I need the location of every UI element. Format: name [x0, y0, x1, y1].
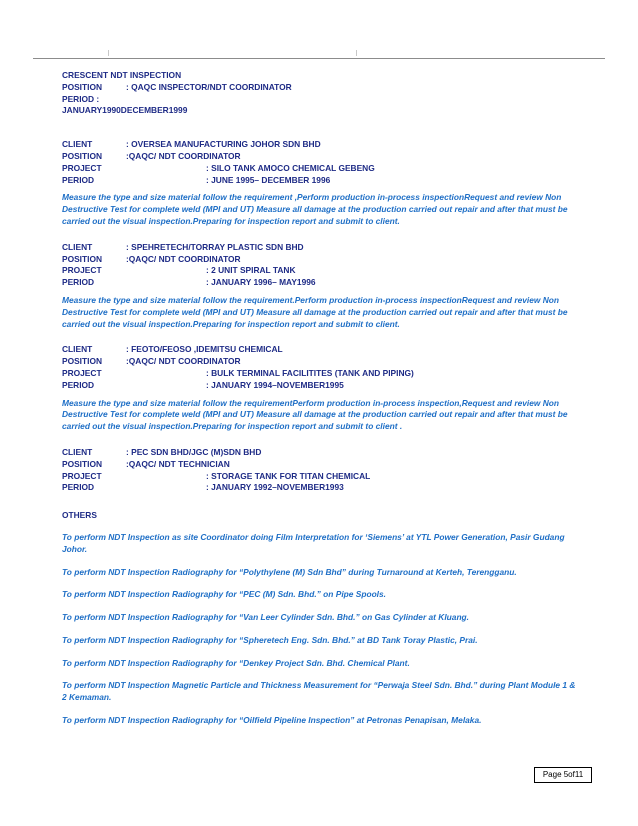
- job-client-value: : OVERSEA MANUFACTURING JOHOR SDN BHD: [126, 139, 321, 150]
- job-position-label: POSITION: [62, 150, 103, 161]
- job-client-row: [62, 344, 582, 356]
- job-client-row: [62, 139, 582, 151]
- job-project-row: [62, 471, 582, 483]
- job-project-value: : STORAGE TANK FOR TITAN CHEMICAL: [206, 470, 371, 481]
- header-position-label: POSITION: [62, 81, 103, 92]
- job-position-value: :QAQC/ NDT COORDINATOR: [126, 253, 241, 264]
- job-position-value: :QAQC/ NDT COORDINATOR: [126, 150, 241, 161]
- job-project-row: [62, 163, 582, 175]
- job-entry: [62, 139, 582, 228]
- job-period-row: [62, 277, 582, 289]
- header-period-label: PERIOD :: [62, 93, 100, 104]
- job-position-row: [62, 459, 582, 471]
- job-client-label: CLIENT: [62, 344, 93, 355]
- header-tick: [108, 50, 109, 56]
- header-rule: [33, 58, 605, 59]
- header-tick: [356, 50, 357, 56]
- job-description: Measure the type and size material follow the requirementPerform production in-process inspection,Request and review Non Destructive Test for complete weld (MPI and UT) Measure all damage at the production carried out repair and after that must be carried out the visual inspection.Preparing for inspection report and submit to client .: [62, 397, 568, 432]
- job-client-label: CLIENT: [62, 139, 93, 150]
- others-title: OTHERS: [62, 510, 97, 521]
- job-position-label: POSITION: [62, 253, 103, 264]
- job-project-label: PROJECT: [62, 162, 102, 173]
- job-entry: [62, 344, 582, 433]
- job-client-label: CLIENT: [62, 446, 93, 457]
- job-period-label: PERIOD: [62, 174, 95, 185]
- others-item: To perform NDT Inspection Radiography for “Spheretech Eng. Sdn. Bhd.” at BD Tank Toray Plastic, Prai.: [62, 634, 478, 645]
- others-item: To perform NDT Inspection Radiography for “Van Leer Cylinder Sdn. Bhd.” on Gas Cylinder at Kluang.: [62, 612, 470, 623]
- job-period-label: PERIOD: [62, 277, 95, 288]
- others-item: To perform NDT Inspection Radiography for “PEC (M) Sdn. Bhd.” on Pipe Spools.: [62, 589, 386, 600]
- job-period-row: [62, 380, 582, 392]
- job-description: Measure the type and size material follow the requirement ,Perform production in-process inspectionRequest and review Non Destructive Test for complete weld (MPI and UT) Measure all damage at the production carried out repair and after that must be carried out the visual inspection.Preparing for inspection report and submit to client.: [62, 192, 568, 226]
- job-entry: [62, 447, 582, 504]
- job-project-value: : BULK TERMINAL FACILITITES (TANK AND PIPING): [206, 367, 414, 378]
- job-period-row: [62, 482, 582, 494]
- job-project-value: : SILO TANK AMOCO CHEMICAL GEBENG: [206, 162, 375, 173]
- job-period-value: : JUNE 1995– DECEMBER 1996: [206, 174, 331, 185]
- others-item: To perform NDT Inspection Radiography for “Oilfield Pipeline Inspection” at Petronas Penapisan, Melaka.: [62, 715, 482, 726]
- job-position-row: [62, 356, 582, 368]
- job-client-row: [62, 242, 582, 254]
- job-project-row: [62, 368, 582, 380]
- company-name: CRESCENT NDT INSPECTION: [62, 70, 182, 80]
- header-position-value: : QAQC INSPECTOR/NDT COORDINATOR: [126, 81, 292, 92]
- others-item: To perform NDT Inspection Magnetic Particle and Thickness Measurement for “Perwaja Steel Sdn. Bhd.” during Plant Module 1 & 2 Kemaman.: [62, 680, 576, 703]
- job-entry: [62, 242, 582, 331]
- job-position-value: :QAQC/ NDT TECHNICIAN: [126, 458, 230, 469]
- job-client-value: : FEOTO/FEOSO ,IDEMITSU CHEMICAL: [126, 344, 283, 355]
- resume-content: [62, 70, 582, 738]
- job-client-value: : SPEHRETECH/TORRAY PLASTIC SDN BHD: [126, 241, 304, 252]
- job-description: Measure the type and size material follow the requirement.Perform production in-process inspectionRequest and review Non Destructive Test for complete weld (MPI and UT) Measure all damage at the production carried out repair and after that must be carried out the visual inspection.Preparing for inspection report and submit to client.: [62, 294, 568, 329]
- job-period-value: : JANUARY 1992–NOVEMBER1993: [206, 482, 344, 493]
- others-item: To perform NDT Inspection Radiography for “Denkey Project Sdn. Bhd. Chemical Plant.: [62, 657, 410, 668]
- job-position-row: [62, 254, 582, 266]
- job-project-label: PROJECT: [62, 470, 102, 481]
- job-position-row: [62, 151, 582, 163]
- job-client-label: CLIENT: [62, 241, 93, 252]
- job-position-label: POSITION: [62, 356, 103, 367]
- header-period-value: JANUARY1990DECEMBER1999: [62, 105, 188, 116]
- others-list: [62, 532, 582, 727]
- job-position-value: :QAQC/ NDT COORDINATOR: [126, 356, 241, 367]
- job-list: [62, 139, 582, 504]
- job-period-value: : JANUARY 1996– MAY1996: [206, 277, 316, 288]
- job-project-label: PROJECT: [62, 265, 102, 276]
- job-project-value: : 2 UNIT SPIRAL TANK: [206, 265, 296, 276]
- header-position-row: [62, 82, 582, 94]
- job-period-row: [62, 175, 582, 187]
- job-period-label: PERIOD: [62, 379, 95, 390]
- others-item: To perform NDT Inspection as site Coordinator doing Film Interpretation for ‘Siemens’ at YTL Power Generation, Pasir Gudang Johor.: [62, 531, 565, 554]
- job-position-label: POSITION: [62, 458, 103, 469]
- page-number: Page 5of11: [534, 767, 592, 783]
- job-project-label: PROJECT: [62, 367, 102, 378]
- job-period-value: : JANUARY 1994–NOVEMBER1995: [206, 379, 344, 390]
- job-period-label: PERIOD: [62, 482, 95, 493]
- job-project-row: [62, 265, 582, 277]
- job-client-value: : PEC SDN BHD/JGC (M)SDN BHD: [126, 446, 262, 457]
- job-client-row: [62, 447, 582, 459]
- others-item: To perform NDT Inspection Radiography for “Polythylene (M) Sdn Bhd” during Turnaround at Kerteh, Terengganu.: [62, 566, 517, 577]
